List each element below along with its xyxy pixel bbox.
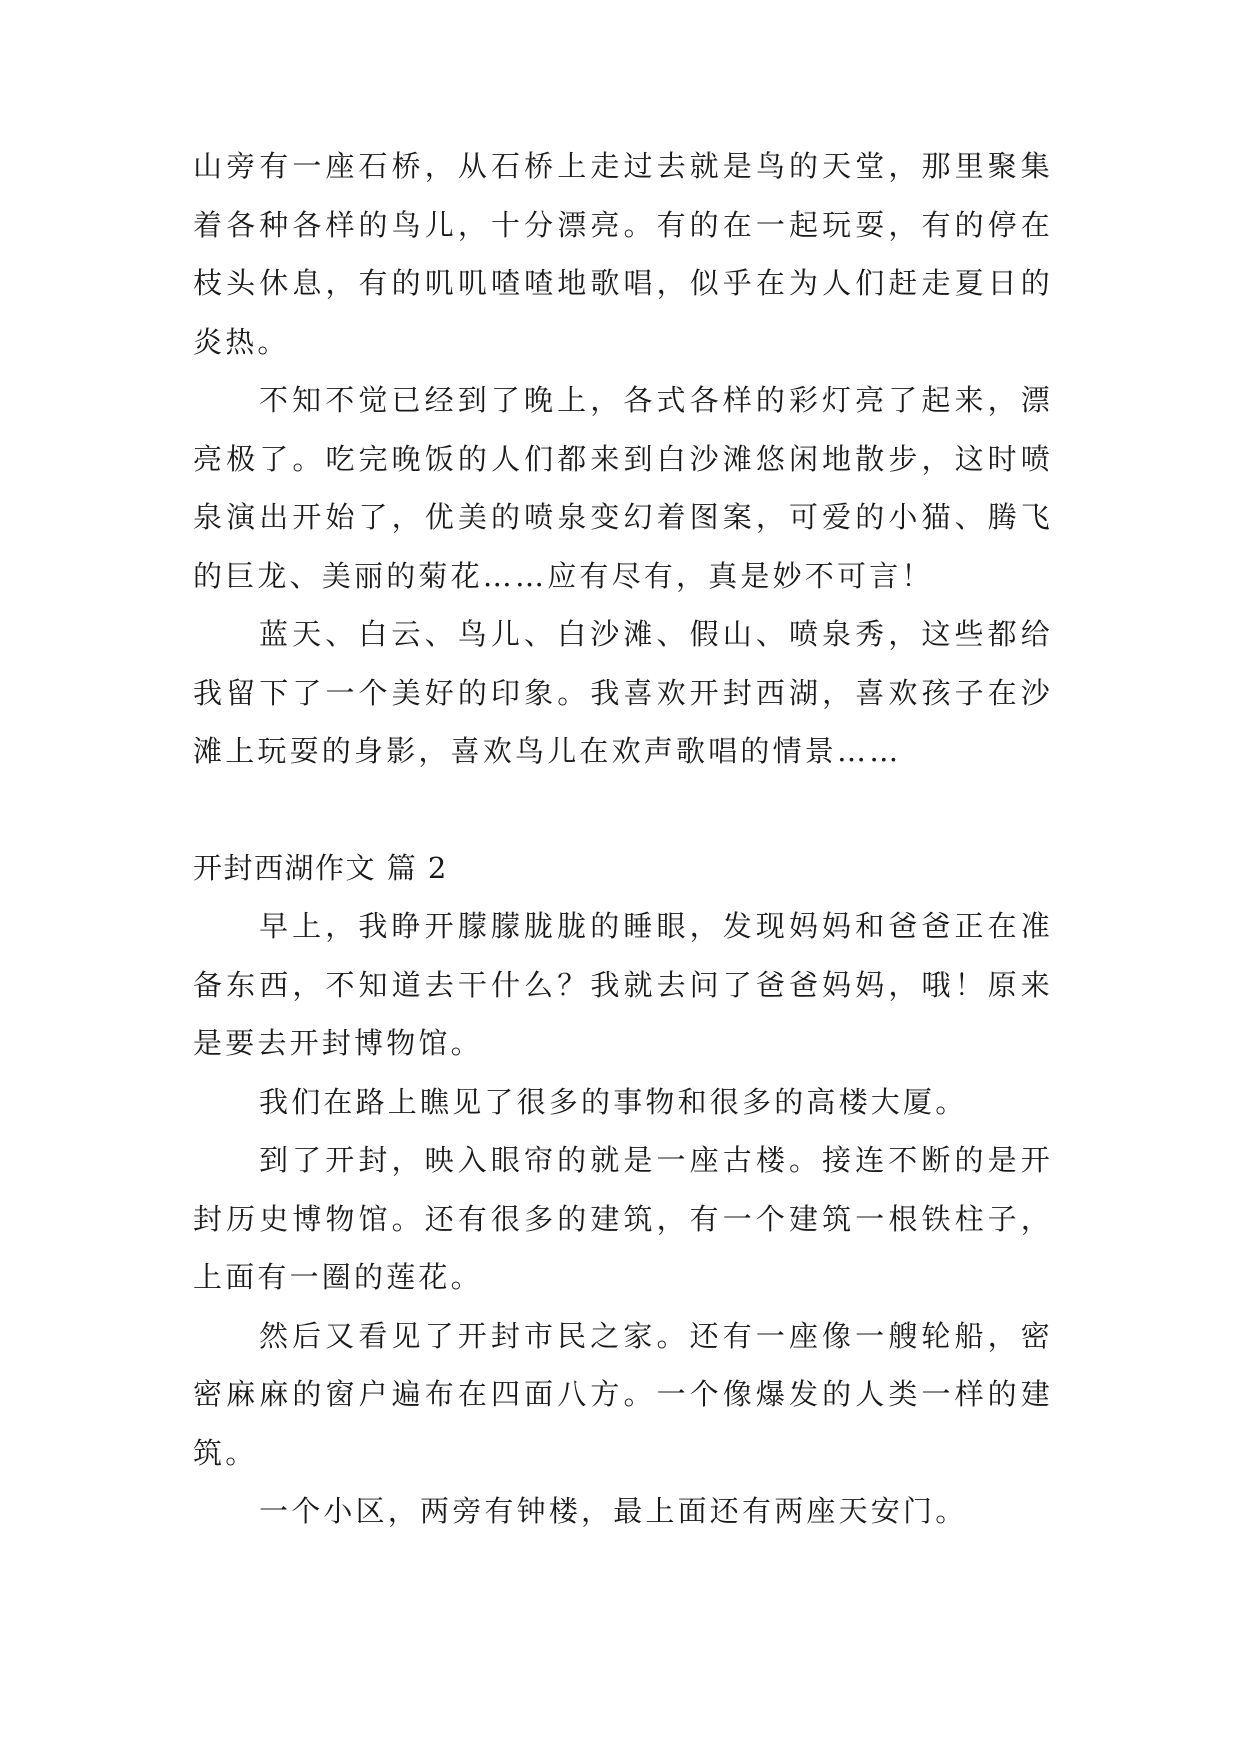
body-paragraph: 然后又看见了开封市民之家。还有一座像一艘轮船，密密麻麻的窗户遍布在四面八方。一个像爆发的人类一样的建筑。 bbox=[193, 1318, 1053, 1470]
body-paragraph: 山旁有一座石桥，从石桥上走过去就是鸟的天堂，那里聚集着各种各样的鸟儿，十分漂亮。有的在一起玩耍，有的停在枝头休息，有的叽叽喳喳地歌唱，似乎在为人们赶走夏日的炎热。 bbox=[193, 149, 1053, 359]
section-spacer bbox=[193, 781, 1053, 839]
document-body bbox=[193, 137, 1053, 1541]
body-paragraph: 蓝天、白云、鸟儿、白沙滩、假山、喷泉秀，这些都给我留下了一个美好的印象。我喜欢开封西湖，喜欢孩子在沙滩上玩耍的身影，喜欢鸟儿在欢声歌唱的情景…… bbox=[193, 617, 1053, 768]
body-paragraph: 不知不觉已经到了晚上，各式各样的彩灯亮了起来，漂亮极了。吃完晚饭的人们都来到白沙滩悠闲地散步，这时喷泉演出开始了，优美的喷泉变幻着图案，可爱的小猫、腾飞的巨龙、美丽的菊花……应有尽有，真是妙不可言！ bbox=[193, 383, 1053, 593]
body-paragraph: 一个小区，两旁有钟楼，最上面还有两座天安门。 bbox=[259, 1494, 968, 1528]
body-paragraph: 到了开封，映入眼帘的就是一座古楼。接连不断的是开封历史博物馆。还有很多的建筑，有一个建筑一根铁柱子，上面有一圈的莲花。 bbox=[193, 1143, 1053, 1294]
section-heading: 开封西湖作文 篇 2 bbox=[193, 850, 448, 885]
body-paragraph: 早上，我睁开朦朦胧胧的睡眼，发现妈妈和爸爸正在准备东西，不知道去干什么？我就去问了爸爸妈妈，哦！原来是要去开封博物馆。 bbox=[193, 909, 1053, 1060]
body-paragraph: 我们在路上瞧见了很多的事物和很多的高楼大厦。 bbox=[259, 1084, 968, 1119]
